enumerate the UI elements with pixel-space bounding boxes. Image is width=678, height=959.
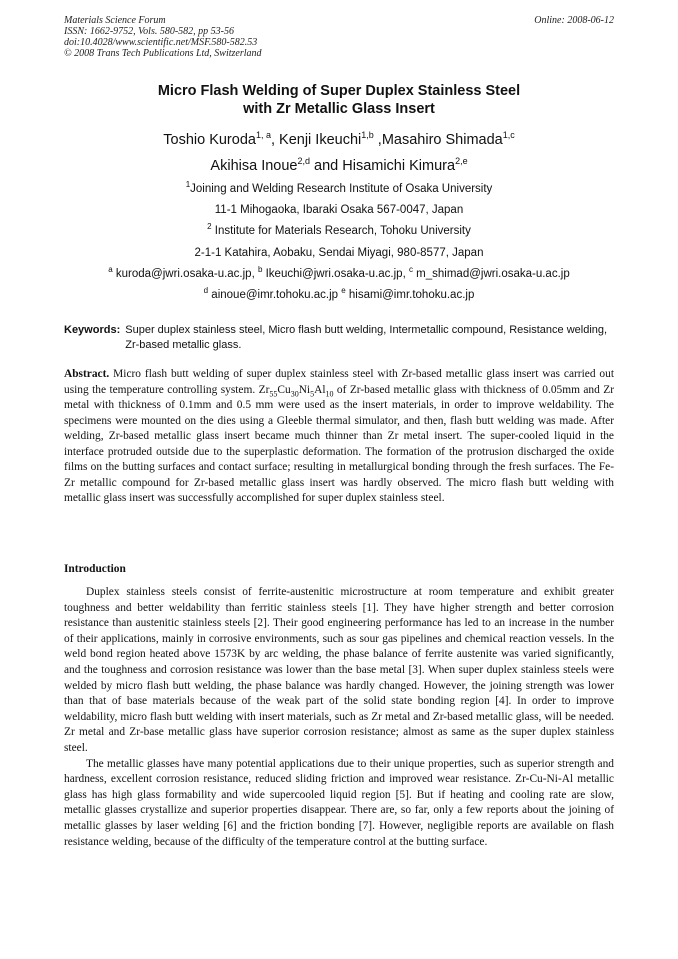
keywords-text: Super duplex stainless steel, Micro flash butt welding, Intermetallic compound, Resistance welding, Zr-based metallic glass. [125,324,608,351]
abstract-paragraph [64,367,614,507]
introduction-heading: Introduction [64,563,126,575]
email-d[interactable]: ainoue@imr.tohoku.ac.jp [208,289,342,302]
abstract-text-1: Micro flash butt welding of super duplex stainless steel with Zr-based metallic glass insert was carried out using the temperature controlling system. [64,368,614,396]
email-line-1 [64,264,614,285]
online-date: Online: 2008-06-12 [534,15,614,26]
email-c[interactable]: m_shimad@jwri.osaka-u.ac.jp [412,267,570,280]
journal-issn: ISSN: 1662-9752, Vols. 580-582, pp 53-56 [64,26,234,37]
paper-title-line1: Micro Flash Welding of Super Duplex Stainless Steel [157,83,521,99]
email-sup: c [408,264,413,274]
formula-element: Al [314,383,326,396]
author-separator: , [270,132,280,148]
affiliation-sup: 2 [207,222,212,232]
author-name: Kenji Ikeuchi [279,132,362,148]
email-e[interactable]: hisami@imr.tohoku.ac.jp [345,289,475,302]
formula-element: Ni [298,383,311,396]
affiliation-text: Institute for Materials Research, Tohoku University [211,225,471,238]
abstract-text-2: of Zr-based metallic glass with thickness of 0.05mm and Zr metal with thickness of 0.1mm and 0.5 mm were used as the insert materials, in order to improve weldability. The specimens were mounted on the dies using a Gleeble thermal simulator, and then, flash butt welding was made. After welding, Zr-based metallic glass insert became much thinner than Zr metal insert. The super-cooled liquid in the interface protruded outside due to the superplastic deformation. The formation of the protrusion discharged the oxide films on the butting surfaces and contact surface; resulting in metallurgical bonding through the fresh surfaces. The Fe-Zr metallic compound for Zr-based metallic glass insert was hardly observed. The micro flash butt welding with metallic glass insert was successfully accomplished for super duplex stainless steel. [64,383,614,505]
email-line-2 [64,285,614,306]
author-name: Hisamichi Kimura [342,158,456,174]
affiliation-1 [64,179,614,200]
affiliation-2 [64,221,614,242]
author-separator: , [373,132,382,148]
author-name: Akihisa Inoue [210,158,298,174]
formula-subscript: 5 [310,388,315,398]
author-list [64,127,614,179]
abstract-label: Abstract. [64,368,110,380]
email-b[interactable]: Ikeuchi@jwri.osaka-u.ac.jp, [262,267,409,280]
author-sup: 2,e [455,156,468,167]
formula-subscript: 55 [269,388,278,398]
journal-header [64,15,614,59]
affiliation-text: Joining and Welding Research Institute of Osaka University [190,183,493,195]
introduction-body [64,585,614,850]
email-sup: b [257,264,263,274]
author-line-2 [64,153,614,179]
paper-title-line2: with Zr Metallic Glass Insert [243,101,435,117]
author-separator: and [310,158,343,174]
email-sup: d [203,286,209,296]
author-name: Masahiro Shimada [381,132,503,148]
keywords-label: Keywords: [64,324,121,336]
author-line-1 [64,127,614,153]
author-sup: 2,d [297,156,310,167]
paper-title [64,82,614,118]
email-a[interactable]: kuroda@jwri.osaka-u.ac.jp, [112,267,258,280]
author-sup: 1,b [361,130,374,141]
formula-subscript: 10 [325,388,334,398]
formula-element: Zr [258,383,270,396]
author-name: Toshio Kuroda [163,132,256,148]
affiliations [64,179,614,306]
keywords-block [64,323,614,353]
journal-copyright: © 2008 Trans Tech Publications Ltd, Switzerland [64,48,262,59]
formula [259,384,334,396]
email-sup: a [108,264,113,274]
affiliation-sup: 1 [185,180,191,190]
author-sup: 1, a [255,130,271,141]
affiliation-2-address: 2-1-1 Katahira, Aobaku, Sendai Miyagi, 980-8577, Japan [194,246,484,259]
introduction-paragraph-2: The metallic glasses have many potential applications due to their unique properties, such as superior strength and hardness, excellent corrosion resistance, reduced sliding friction and improved wear resistance. Zr-Cu-Ni-Al metallic glass has high glass formability and wide supercooled liquid region [5]. But if heating and cooling rate are slow, metallic glasses crystallize and superior properties disappear. There are, so far, only a few reports about the joining of metallic glasses by laser welding [6] and the friction bonding [7]. However, negligible reports are available on flash resistance welding, because of the difficulty of the temperature control at the butting surface. [64,757,614,848]
journal-doi[interactable]: doi:10.4028/www.scientific.net/MSF.580-582.53 [64,37,258,48]
email-sup: e [341,286,346,296]
formula-element: Cu [277,383,291,396]
author-sup: 1,c [502,130,515,141]
introduction-paragraph-1: Duplex stainless steels consist of ferrite-austenitic microstructure at room temperature and exhibit greater toughness and better weldability than ferritic stainless steels [1]. They have higher strength and better corrosion resistance than austenitic stainless steels [2]. Their good engineering performance has led to an increase in the number of their applications, mainly in corrosive environments, such as sour gas pipelines and chemical reaction vessels. In the weld bond region heated above 1573K by arc welding, the phase balance of ferrite austenite was varied significantly, and the toughness and corrosion resistance was lower than the base metal [3]. When super duplex stainless steels were welded by micro flash butt welding, the phase balance was hardly changed. However, the joining strength was lower than that of base materials because of the weak part of the solid state bonding region [4]. In order to improve weldability, micro flash butt welding with insert materials, such as Zr metal and Zr-based metallic glass, will be needed. Zr metal and Zr-base metallic glass have superior corrosion resistance; almost as same as the super duplex stainless steel. [64,586,614,754]
affiliation-1-address: 11-1 Mihogaoka, Ibaraki Osaka 567-0047, Japan [214,204,464,217]
journal-name: Materials Science Forum [64,15,166,26]
formula-subscript: 30 [290,388,299,398]
